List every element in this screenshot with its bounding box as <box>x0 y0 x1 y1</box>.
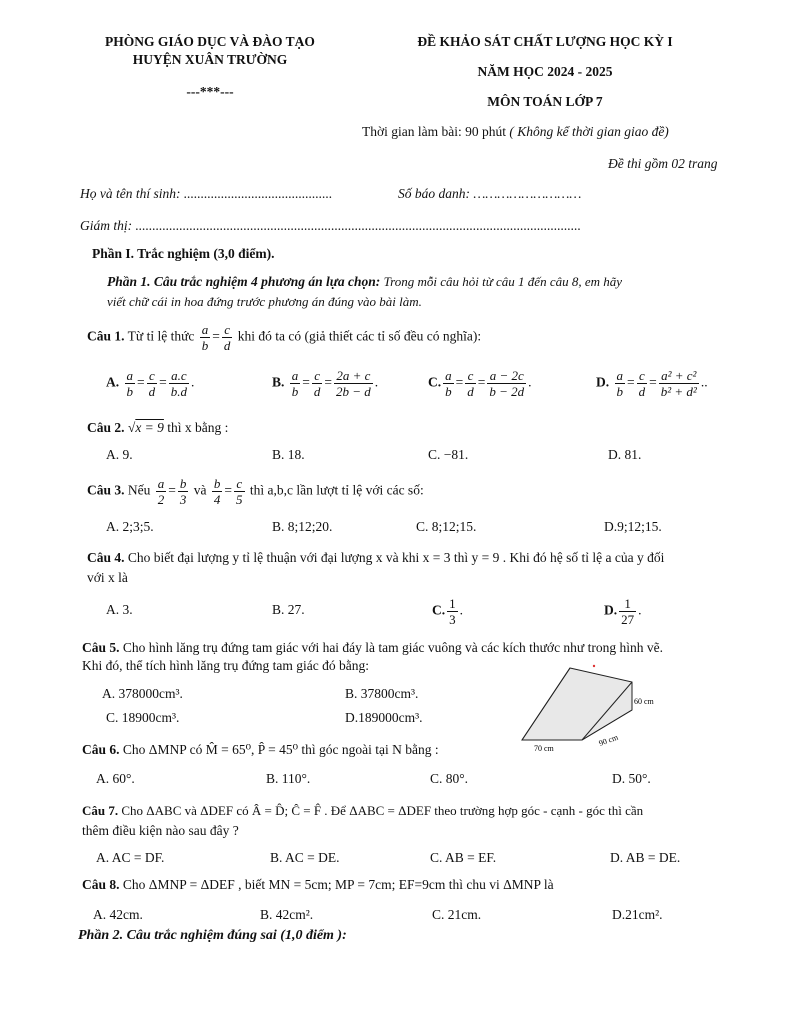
q5-option-c: C. 18900cm³. <box>106 710 180 725</box>
subject-title: MÔN TOÁN LỚP 7 <box>487 94 603 109</box>
q8-option-d: D.21cm². <box>612 907 663 922</box>
prism-mark <box>593 665 595 667</box>
district-name: HUYỆN XUÂN TRƯỜNG <box>132 52 288 67</box>
part2-title: Phần 2. Câu trắc nghiệm đúng sai (1,0 điểm ): <box>78 928 347 943</box>
q2-option-b: B. 18. <box>272 447 305 462</box>
department-name: PHÒNG GIÁO DỤC VÀ ĐÀO TẠO <box>105 34 315 49</box>
prism-figure <box>512 660 662 756</box>
q2-option-a: A. 9. <box>106 447 133 462</box>
q3-option-d: D.9;12;15. <box>604 519 662 534</box>
q5-option-b: B. 37800cm³. <box>345 686 419 701</box>
q6-option-a: A. 60°. <box>96 771 135 786</box>
q7-option-a: A. AC = DF. <box>96 850 165 865</box>
q1-option-d: D. $\frac{a}{b}$ = $\frac{c}{d}$ = $\frac{\text{a² + c²}}{\text{b² + d²}}$ .. <box>596 368 708 399</box>
exam-title: ĐỀ KHẢO SÁT CHẤT LƯỢNG HỌC KỲ I <box>417 34 673 49</box>
q1-option-c: C. $\frac{a}{b}$ = $\frac{c}{d}$ = $\frac{a - 2c}{b - 2d}$ . <box>428 368 532 399</box>
proctor-field: Giám thị: .................................................................................................................................... <box>80 218 581 233</box>
q4-option-a: A. 3. <box>106 602 133 617</box>
time-limit: Thời gian làm bài: 90 phút ( Không kể thời gian giao đề) <box>362 124 669 139</box>
prism-height-label: 60 cm <box>634 697 654 706</box>
student-id-field: Số báo danh: ……………………… <box>398 186 582 201</box>
prism-depth-label: 90 cm <box>597 732 620 748</box>
q2-option-c: C. −81. <box>428 447 469 462</box>
question-7: Câu 7. Cho ΔABC và ΔDEF có Â = D̂; Ĉ = F̂ . Để ΔABC = ΔDEF theo trường hợp góc - cạnh - góc thì cần <box>82 803 644 818</box>
prism-width-label: 70 cm <box>534 744 554 753</box>
question-4-line2: với x là <box>87 570 128 585</box>
q4-option-c: C. $\frac{1}{3}$ . <box>432 596 463 627</box>
q7-option-d: D. AB = DE. <box>610 850 681 865</box>
question-6: Câu 6. Cho ΔMNP có M̂ = 65⁰, P̂ = 45⁰ thì góc ngoài tại N bằng : <box>82 742 439 757</box>
header-stars: ---***--- <box>186 84 234 99</box>
prism-shape <box>522 668 632 740</box>
q3-option-c: C. 8;12;15. <box>416 519 477 534</box>
part1-instructions-line2: viết chữ cái in hoa đứng trước phương án đúng vào bài làm. <box>107 294 422 309</box>
question-7-line2: thêm điều kiện nào sau đây ? <box>82 823 239 838</box>
q1-option-a: A. $\frac{a}{b}$ = $\frac{c}{d}$ = $\frac{a.c}{b.d}$ . <box>106 368 195 399</box>
q6-option-c: C. 80°. <box>430 771 469 786</box>
question-2: Câu 2. √x = 9 thì x bằng : <box>87 420 229 435</box>
question-1: Câu 1. Từ tỉ lệ thức $\frac{a}{b}$ = $\frac{c}{d}$ khi đó ta có (giả thiết các tỉ số đều có nghĩa): <box>87 322 482 353</box>
page-count: Đề thi gồm 02 trang <box>608 156 718 171</box>
question-4: Câu 4. Cho biết đại lượng y tỉ lệ thuận với đại lượng x và khi x = 3 thì y = 9 . Khi đó hệ số tỉ lệ a của y đối <box>87 550 665 565</box>
q4-option-d: D. $\frac{1}{27}$ . <box>604 596 642 627</box>
q5-option-d: D.189000cm³. <box>345 710 423 725</box>
question-5: Câu 5. Cho hình lăng trụ đứng tam giác với hai đáy là tam giác vuông và các kích thước như trong hình vẽ. <box>82 640 663 655</box>
q7-option-c: C. AB = EF. <box>430 850 497 865</box>
part1-instructions: Phần 1. Câu trắc nghiệm 4 phương án lựa chọn: Trong mỗi câu hỏi từ câu 1 đến câu 8, em hãy <box>107 274 623 289</box>
q7-option-b: B. AC = DE. <box>270 850 340 865</box>
q3-option-a: A. 2;3;5. <box>106 519 154 534</box>
q8-option-c: C. 21cm. <box>432 907 482 922</box>
q3-option-b: B. 8;12;20. <box>272 519 333 534</box>
q6-option-b: B. 110°. <box>266 771 311 786</box>
student-name-field: Họ và tên thí sinh: ............................................ <box>80 186 333 201</box>
q8-option-b: B. 42cm². <box>260 907 314 922</box>
school-year: NĂM HỌC 2024 - 2025 <box>477 64 613 79</box>
q5-option-a: A. 378000cm³. <box>102 686 183 701</box>
question-5-line2: Khi đó, thể tích hình lăng trụ đứng tam giác đó bằng: <box>82 658 370 673</box>
question-8: Câu 8. Cho ΔMNP = ΔDEF , biết MN = 5cm; MP = 7cm; EF=9cm thì chu vi ΔMNP là <box>82 877 554 892</box>
q4-option-b: B. 27. <box>272 602 305 617</box>
part1-title: Phần I. Trắc nghiệm (3,0 điểm). <box>92 246 275 261</box>
q8-option-a: A. 42cm. <box>93 907 143 922</box>
question-3: Câu 3. Nếu $\frac{a}{2}$ = $\frac{b}{3}$ và $\frac{b}{4}$ = $\frac{c}{5}$ thì a,b,c lần lượt tỉ lệ với các số: <box>87 476 424 507</box>
q2-option-d: D. 81. <box>608 447 642 462</box>
q6-option-d: D. 50°. <box>612 771 651 786</box>
q1-option-b: B. $\frac{a}{b}$ = $\frac{c}{d}$ = $\frac{2a + c}{2b - d}$ . <box>272 368 379 399</box>
